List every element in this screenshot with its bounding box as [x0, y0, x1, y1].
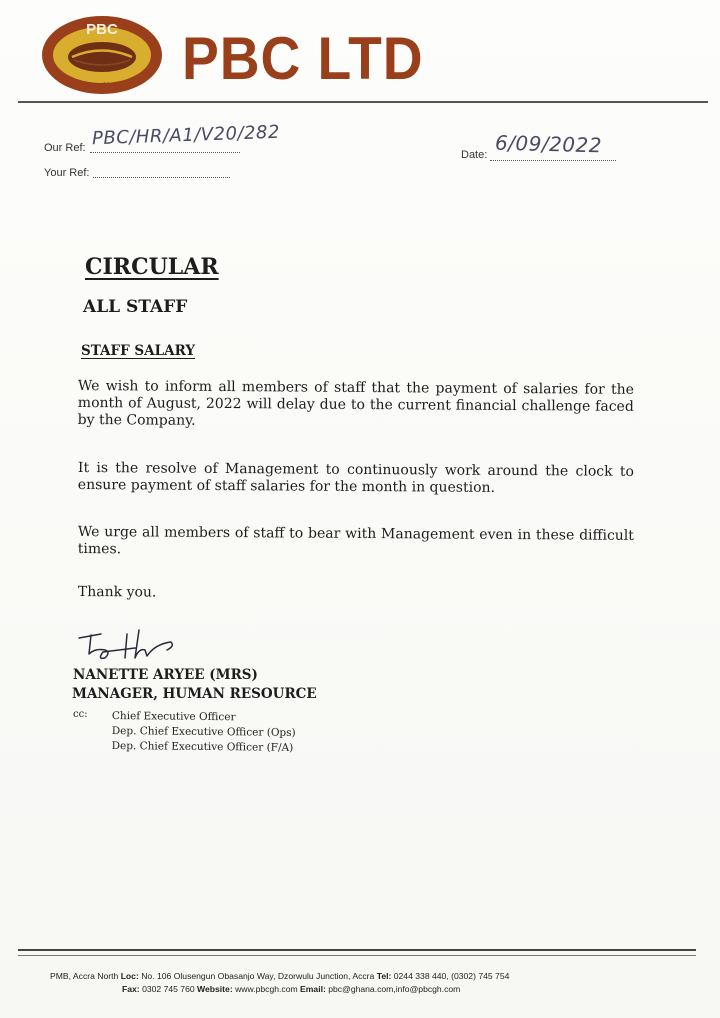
footer-divider-thin [18, 955, 696, 956]
cc-label: cc: [73, 709, 88, 720]
footer-fax-label: Fax: [122, 984, 140, 994]
body-paragraph-1: We wish to inform all members of staff that the payment of salaries for the month of August, 2022 will delay due to the current financial challenge faced by the Company. [77, 378, 634, 429]
footer-address-line [50, 971, 670, 981]
footer-tel-value: 0244 338 440, (0302) 745 754 [393, 971, 510, 981]
signatory-title: MANAGER, HUMAN RESOURCE [72, 686, 317, 702]
body-paragraph-3: We urge all members of staff to bear with Management even in these difficult times. [77, 524, 634, 558]
audience-heading: ALL STAFF [83, 297, 188, 317]
footer-email-value: pbc@ghana.com,info@pbcgh.com [328, 984, 461, 994]
date-dotted-line [490, 160, 616, 161]
footer-website-value: www.pbcgh.com [235, 984, 298, 994]
our-ref-value: PBC/HR/A1/V20/282 [91, 121, 281, 150]
date-value: 6/09/2022 [494, 130, 603, 158]
cc-recipient: Chief Executive Officer [111, 709, 236, 724]
brand-name: PBC LTD [182, 25, 424, 92]
header-divider [18, 101, 708, 103]
footer-website-label: Website: [197, 984, 233, 994]
footer-tel-label: Tel: [376, 971, 392, 981]
footer-contact-line [122, 984, 720, 994]
cc-recipient: Dep. Chief Executive Officer (F/A) [111, 739, 294, 754]
cc-list [112, 709, 296, 756]
cc-recipient: Dep. Chief Executive Officer (Ops) [111, 724, 296, 739]
our-ref-dotted-line [90, 152, 240, 153]
logo-top-text: PBC [86, 21, 118, 38]
circular-title: CIRCULAR [85, 254, 219, 280]
footer-loc-value: No. 106 Olusengun Obasanjo Way, Dzorwulu Junction, Accra [141, 971, 375, 981]
signatory-name: NANETTE ARYEE (MRS) [73, 667, 258, 683]
closing-text: Thank you. [77, 584, 157, 601]
footer-loc-label: Loc: [120, 971, 139, 981]
date-label: Date: [461, 149, 488, 161]
footer-pmb: PMB, Accra North [50, 971, 119, 981]
pbc-logo [40, 14, 164, 96]
our-ref-label: Our Ref: [44, 142, 86, 154]
logo-bottom-text: Limited [80, 80, 124, 93]
footer-divider [18, 949, 696, 951]
footer-email-label: Email: [300, 984, 326, 994]
your-ref-dotted-line [93, 177, 230, 178]
subject-heading: STAFF SALARY [81, 343, 196, 359]
handwritten-signature [75, 624, 185, 664]
your-ref-label: Your Ref: [44, 167, 90, 179]
footer-fax-value: 0302 745 760 [142, 984, 195, 994]
body-paragraph-2: It is the resolve of Management to continuously work around the clock to ensure payment of staff salaries for the month in question. [77, 460, 634, 496]
